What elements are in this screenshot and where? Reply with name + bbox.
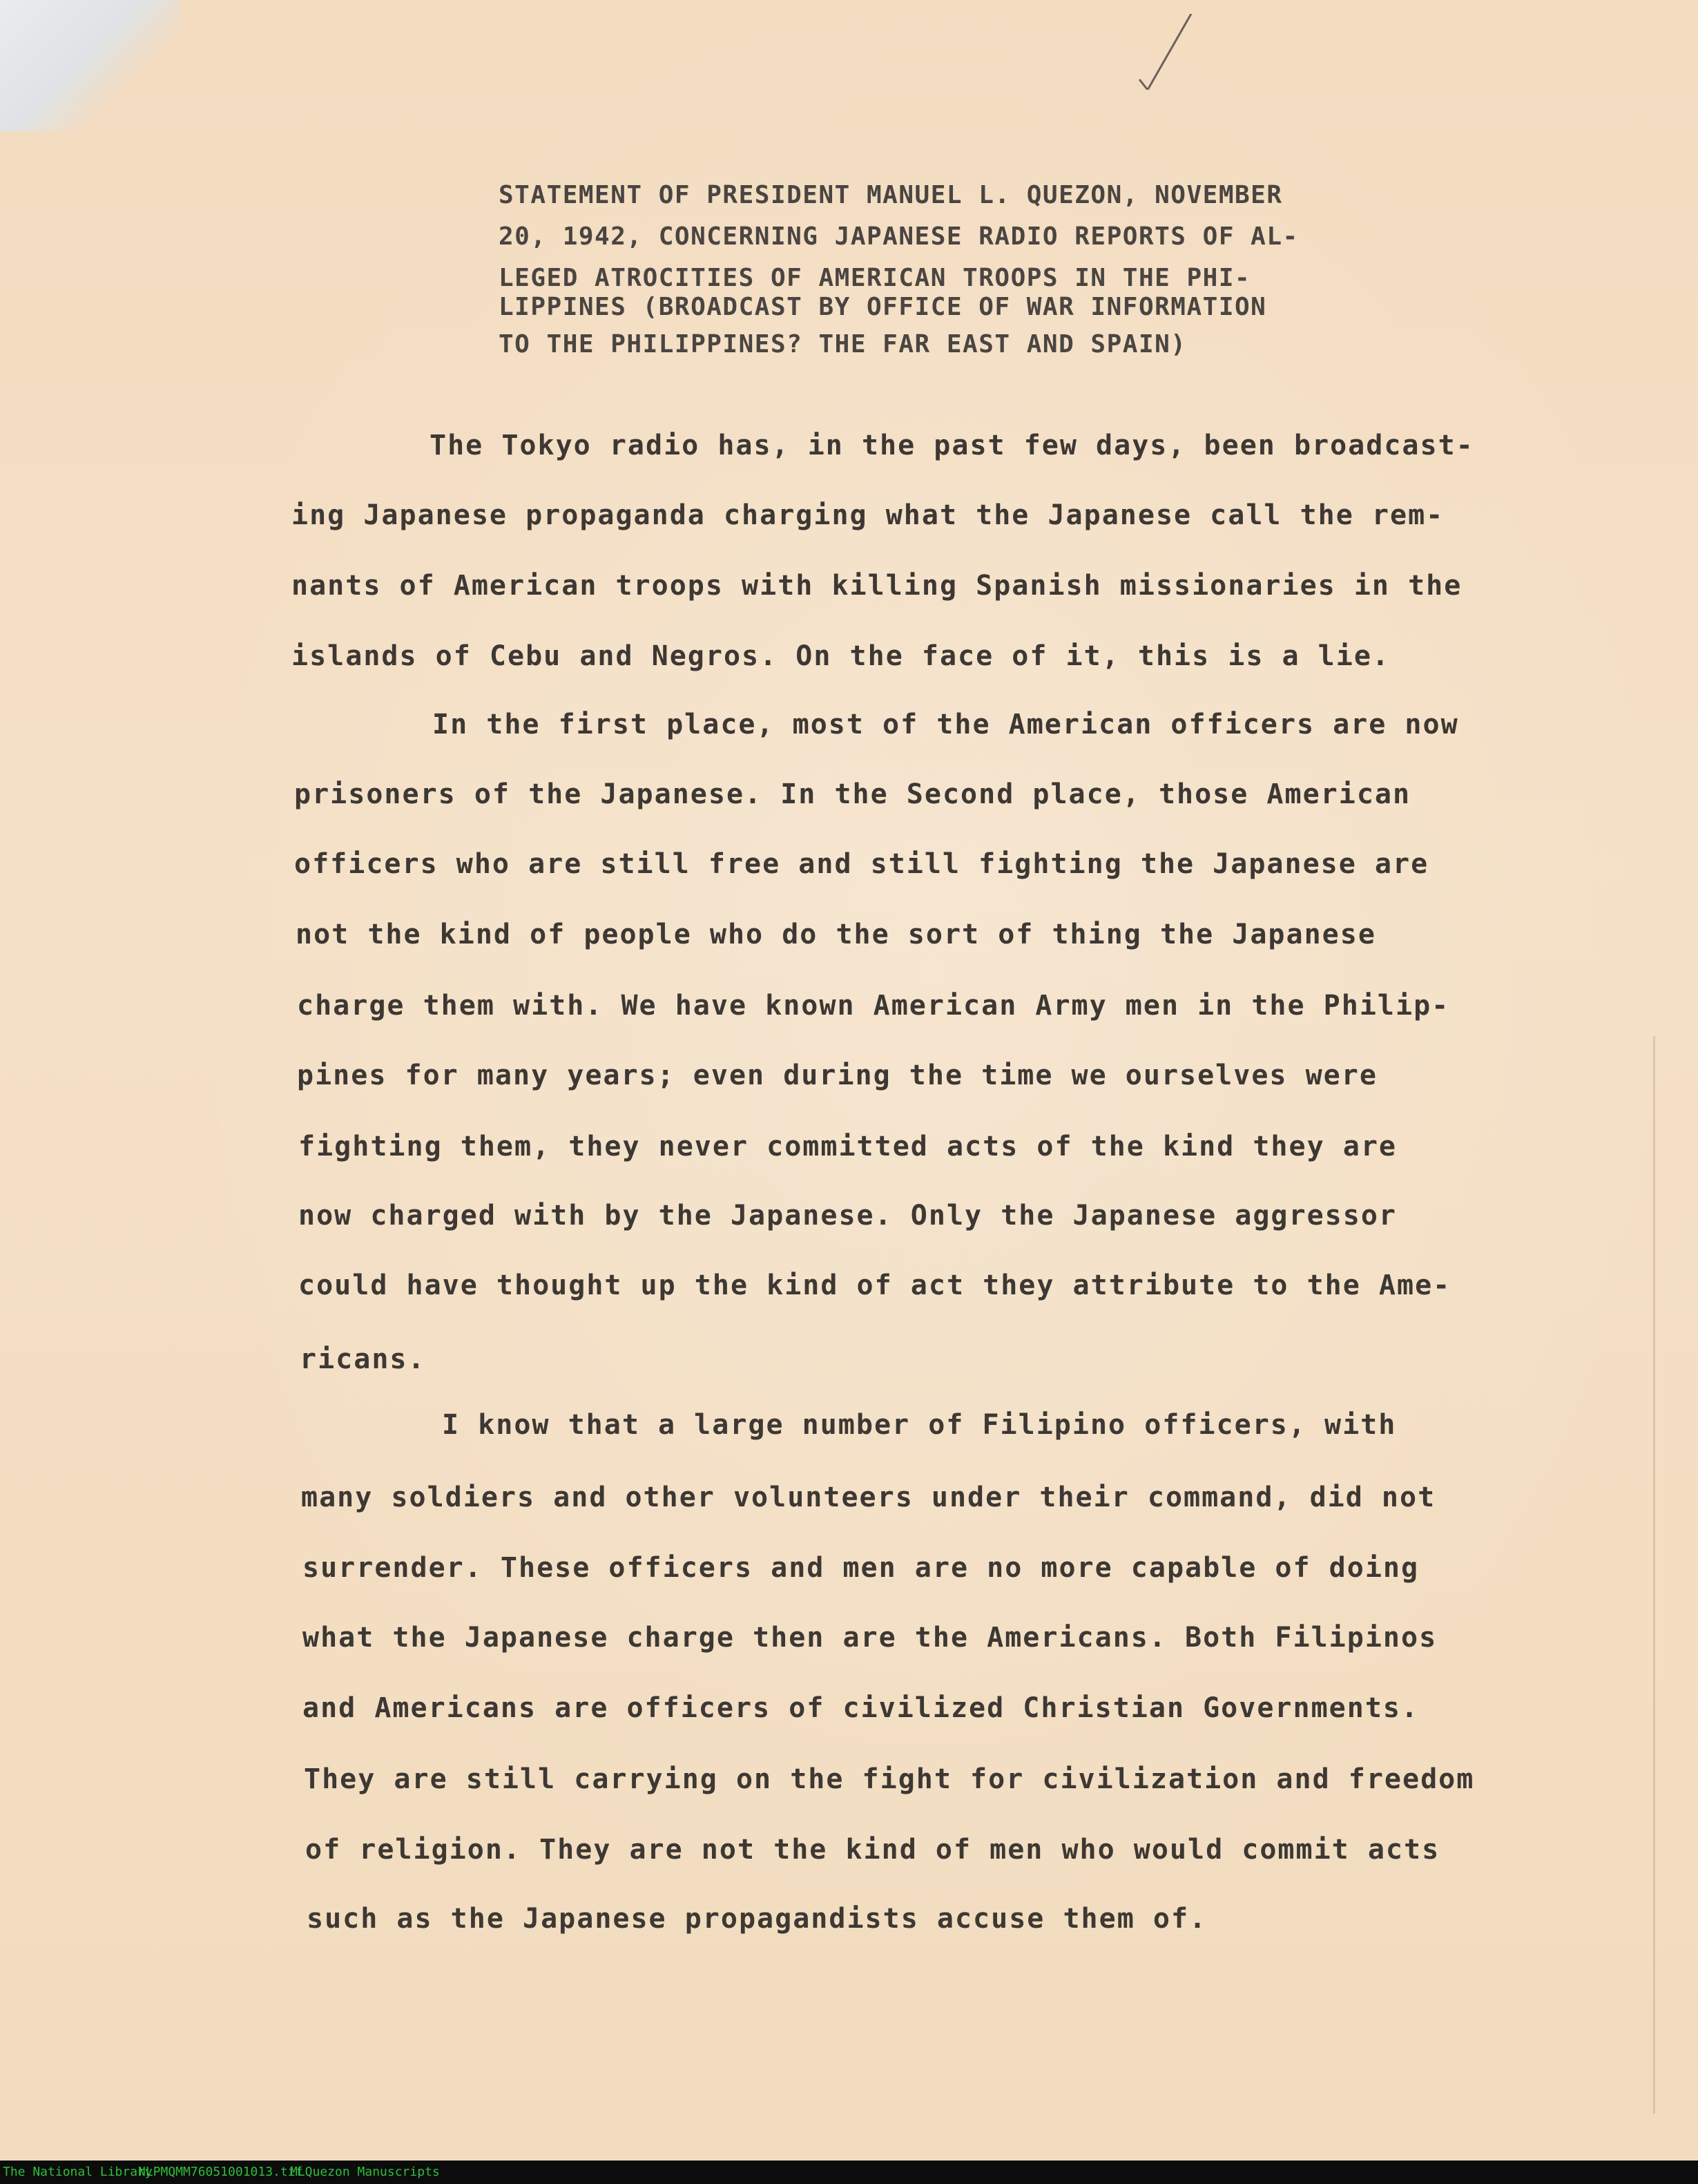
- body-line: islands of Cebu and Negros. On the face of it, this is a lie.: [291, 640, 1391, 672]
- body-line: pines for many years; even during the time we ourselves were: [297, 1060, 1378, 1091]
- footer-collection: MLQuezon Manuscripts: [290, 2165, 440, 2179]
- body-line: many soldiers and other volunteers under their command, did not: [301, 1482, 1436, 1513]
- title-line: LIPPINES (BROADCAST BY OFFICE OF WAR INFORMATION: [499, 293, 1267, 321]
- title-line: 20, 1942, CONCERNING JAPANESE RADIO REPORTS OF AL-: [499, 222, 1299, 251]
- paper-fold: [1653, 1036, 1655, 2114]
- body-line: and Americans are officers of civilized Christian Governments.: [302, 1692, 1420, 1724]
- title-line: LEGED ATROCITIES OF AMERICAN TROOPS IN THE PHI-: [499, 264, 1251, 292]
- body-line: The Tokyo radio has, in the past few days, been broadcast-: [430, 430, 1474, 461]
- scan-footer-bar: [0, 2161, 1698, 2184]
- body-line: what the Japanese charge then are the Americans. Both Filipinos: [302, 1622, 1438, 1654]
- body-line: In the first place, most of the American officers are now: [432, 709, 1459, 740]
- footer-library: The National Library: [3, 2165, 153, 2179]
- title-line: STATEMENT OF PRESIDENT MANUEL L. QUEZON, NOVEMBER: [499, 181, 1283, 209]
- body-line: not the kind of people who do the sort of thing the Japanese: [296, 919, 1376, 950]
- body-line: could have thought up the kind of act they attribute to the Ame-: [298, 1270, 1451, 1301]
- body-line: prisoners of the Japanese. In the Second place, those American: [294, 778, 1411, 810]
- body-line: nants of American troops with killing Spanish missionaries in the: [291, 570, 1463, 602]
- body-line: fighting them, they never committed acts of the kind they are: [298, 1131, 1398, 1162]
- footer-filename: NLPMQMM76051001013.tif: [138, 2165, 303, 2179]
- pencil-check-mark-icon: [1132, 14, 1195, 90]
- body-line: surrender. These officers and men are no more capable of doing: [302, 1552, 1420, 1584]
- body-line: officers who are still free and still fighting the Japanese are: [294, 848, 1429, 880]
- torn-corner: [0, 0, 180, 131]
- body-line: They are still carrying on the fight for civilization and freedom: [304, 1763, 1475, 1795]
- body-line: ing Japanese propaganda charging what the Japanese call the rem-: [291, 499, 1445, 531]
- body-line: such as the Japanese propagandists accuse them of.: [307, 1903, 1208, 1935]
- body-line: of religion. They are not the kind of men who would commit acts: [305, 1834, 1440, 1866]
- body-line: I know that a large number of Filipino officers, with: [442, 1409, 1397, 1441]
- body-line: charge them with. We have known American Army men in the Philip-: [297, 990, 1450, 1022]
- title-line: TO THE PHILIPPINES? THE FAR EAST AND SPAIN): [499, 330, 1187, 358]
- body-line: ricans.: [300, 1343, 426, 1375]
- body-line: now charged with by the Japanese. Only the Japanese aggressor: [298, 1200, 1398, 1232]
